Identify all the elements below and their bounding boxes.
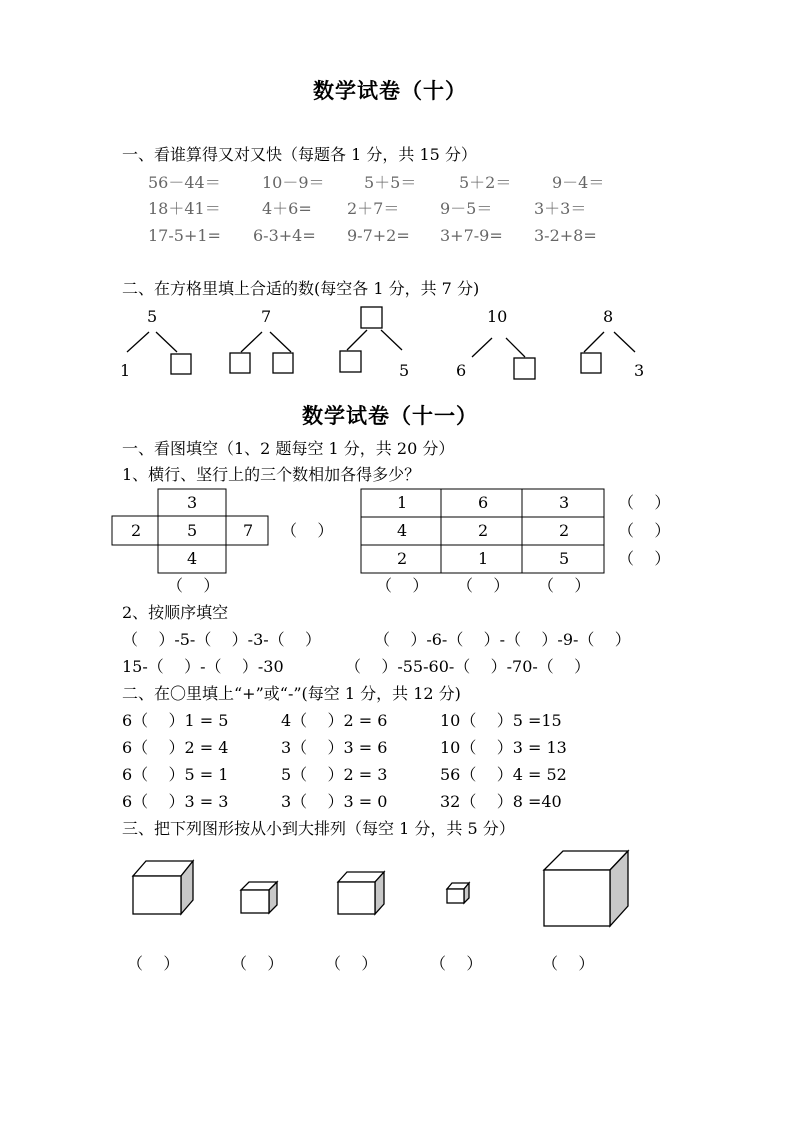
tree-top-number: 8 xyxy=(603,307,614,326)
operator-item[interactable]: 10（ ）3 = 13 xyxy=(440,738,567,757)
grid-cell: 2 xyxy=(559,521,570,540)
calc-item: 10－9＝ xyxy=(262,173,325,192)
calc-item: 9-7+2= xyxy=(347,226,410,245)
grid-cell: 4 xyxy=(397,521,408,540)
grid-cell: 2 xyxy=(478,521,489,540)
grid-col-blank[interactable]: （ ） xyxy=(457,576,510,595)
order-blank[interactable]: （ ） xyxy=(231,954,284,973)
grid-col-blank[interactable]: （ ） xyxy=(538,576,591,595)
cube xyxy=(133,861,193,914)
operator-item[interactable]: 6（ ）2 = 4 xyxy=(122,738,229,757)
order-blank[interactable]: （ ） xyxy=(542,954,595,973)
calc-item: 5＋2＝ xyxy=(459,173,512,192)
order-blank[interactable]: （ ） xyxy=(325,954,378,973)
tree-top-number: 5 xyxy=(147,307,158,326)
tree-left-number: 6 xyxy=(456,361,467,380)
operator-item[interactable]: 6（ ）1 = 5 xyxy=(122,711,229,730)
question-2-prompt: 2、按顺序填空 xyxy=(122,603,229,622)
page-title-11: 数学试卷（十一） xyxy=(302,403,478,428)
cross-center: 5 xyxy=(187,521,198,540)
tree-right-number: 3 xyxy=(634,361,645,380)
grid-cell: 1 xyxy=(478,549,489,568)
order-blank[interactable]: （ ） xyxy=(127,954,180,973)
sequence-line[interactable]: （ ）-5-（ ）-3-（ ） xyxy=(122,630,322,649)
grid-cell: 2 xyxy=(397,549,408,568)
sequence-line[interactable]: 15-（ ）-（ ）-30 xyxy=(122,657,284,676)
cross-left: 2 xyxy=(131,521,142,540)
calc-item: 3＋3＝ xyxy=(534,199,587,218)
tree-top-number: 7 xyxy=(261,307,272,326)
question-1-prompt: 1、横行、坚行上的三个数相加各得多少？ xyxy=(122,465,421,484)
operator-item[interactable]: 5（ ）2 = 3 xyxy=(281,765,388,784)
calc-item: 3-2+8= xyxy=(534,226,597,245)
grid-cell: 3 xyxy=(559,493,570,512)
calc-item: 2＋7＝ xyxy=(347,199,400,218)
calc-item: 5＋5＝ xyxy=(364,173,417,192)
cube xyxy=(241,882,277,913)
cross-col-blank[interactable]: （ ） xyxy=(167,576,220,595)
calc-item: 56－44＝ xyxy=(148,173,221,192)
operator-item[interactable]: 3（ ）3 = 0 xyxy=(281,792,388,811)
tree-top-number: 10 xyxy=(487,307,508,326)
calc-item: 18＋41＝ xyxy=(148,199,221,218)
calc-item: 6-3+4= xyxy=(253,226,316,245)
section-heading-11-2: 二、在〇里填上“+”或“-”(每空 1 分，共 12 分) xyxy=(122,684,461,703)
section-heading-2: 二、在方格里填上合适的数(每空各 1 分，共 7 分) xyxy=(122,279,480,298)
calc-item: 3+7-9= xyxy=(440,226,503,245)
grid-row-blank[interactable]: （ ） xyxy=(618,521,671,540)
sequence-line[interactable]: （ ）-55-60-（ ）-70-（ ） xyxy=(345,657,591,676)
calc-item: 9－5＝ xyxy=(440,199,493,218)
section-heading-11-3: 三、把下列图形按从小到大排列（每空 1 分，共 5 分） xyxy=(122,819,515,838)
grid-cell: 1 xyxy=(397,493,408,512)
tree-left-number: 1 xyxy=(120,361,131,380)
cube xyxy=(338,872,384,914)
calc-item: 17-5+1= xyxy=(148,226,221,245)
operator-item[interactable]: 32（ ）8 =40 xyxy=(440,792,562,811)
section-heading-1: 一、看谁算得又对又快（每题各 1 分，共 15 分） xyxy=(122,145,477,164)
calc-item: 4＋6= xyxy=(262,199,312,218)
grid-col-blank[interactable]: （ ） xyxy=(376,576,429,595)
section-heading-11-1: 一、看图填空（1、2 题每空 1 分，共 20 分） xyxy=(122,439,455,458)
cross-row-blank[interactable]: （ ） xyxy=(281,521,334,540)
operator-item[interactable]: 10（ ）5 =15 xyxy=(440,711,562,730)
grid-cell: 6 xyxy=(478,493,489,512)
operator-item[interactable]: 6（ ）5 = 1 xyxy=(122,765,229,784)
grid-row-blank[interactable]: （ ） xyxy=(618,549,671,568)
operator-item[interactable]: 3（ ）3 = 6 xyxy=(281,738,388,757)
grid-row-blank[interactable]: （ ） xyxy=(618,493,671,512)
cross-top: 3 xyxy=(187,493,198,512)
cube xyxy=(544,851,628,926)
order-blank[interactable]: （ ） xyxy=(430,954,483,973)
cross-bottom: 4 xyxy=(187,549,198,568)
tree-right-number: 5 xyxy=(399,361,410,380)
cross-right: 7 xyxy=(243,521,254,540)
page-title-10: 数学试卷（十） xyxy=(313,78,467,103)
grid-cell: 5 xyxy=(559,549,570,568)
operator-item[interactable]: 4（ ）2 = 6 xyxy=(281,711,388,730)
sequence-line[interactable]: （ ）-6-（ ）-（ ）-9-（ ） xyxy=(374,630,631,649)
calc-item: 9－4＝ xyxy=(552,173,605,192)
operator-item[interactable]: 56（ ）4 = 52 xyxy=(440,765,567,784)
operator-item[interactable]: 6（ ）3 = 3 xyxy=(122,792,229,811)
cube xyxy=(447,883,469,903)
